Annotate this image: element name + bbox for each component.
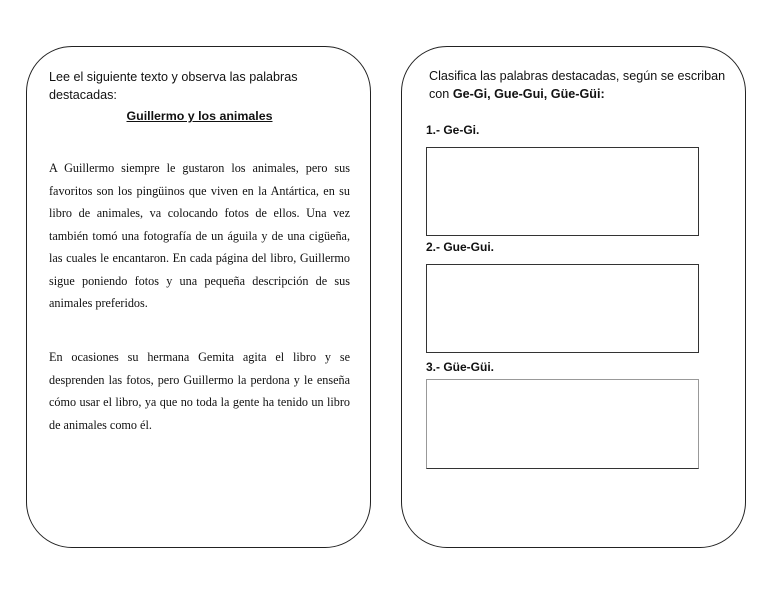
answer-box-ge-gi[interactable]: [426, 147, 699, 236]
story-paragraph-2: En ocasiones su hermana Gemita agita el libro y se desprenden las fotos, pero Guillermo la perdona y le enseña cómo usar el libro, ya que no toda la gente ha tenido un libro de animales como él.: [49, 350, 350, 432]
classification-card: [401, 46, 746, 548]
reading-card: [26, 46, 371, 548]
classification-instruction: [429, 67, 739, 103]
instruction-text: Clasifica las palabras destacadas, según se escriban con: [429, 69, 726, 101]
instruction-bold-text: Ge-Gi, Gue-Gui, Güe-Güi:: [452, 87, 605, 101]
reading-instruction: Lee el siguiente texto y observa las palabras destacadas:: [49, 70, 298, 102]
section-label-guee-guei: 3.- Güe-Güi.: [426, 360, 495, 374]
answer-box-gue-gui[interactable]: [426, 264, 699, 353]
story-title: Guillermo y los animales: [126, 109, 273, 123]
section-label-ge-gi: 1.- Ge-Gi.: [426, 123, 480, 137]
story-paragraph-1: A Guillermo siempre le gustaron los animales, pero sus favoritos son los pingüinos que viven en la Antártica, en su libro de animales, va colocando fotos de ellos. Una vez también tomó una fotografía de un águila y de una cigüeña, las cuales le encantaron. En cada página del libro, Guillermo sigue poniendo fotos y una pequeña descripción de sus animales preferidos.: [49, 161, 350, 310]
answer-box-guee-guei[interactable]: [426, 379, 699, 469]
section-label-gue-gui: 2.- Gue-Gui.: [426, 240, 495, 254]
